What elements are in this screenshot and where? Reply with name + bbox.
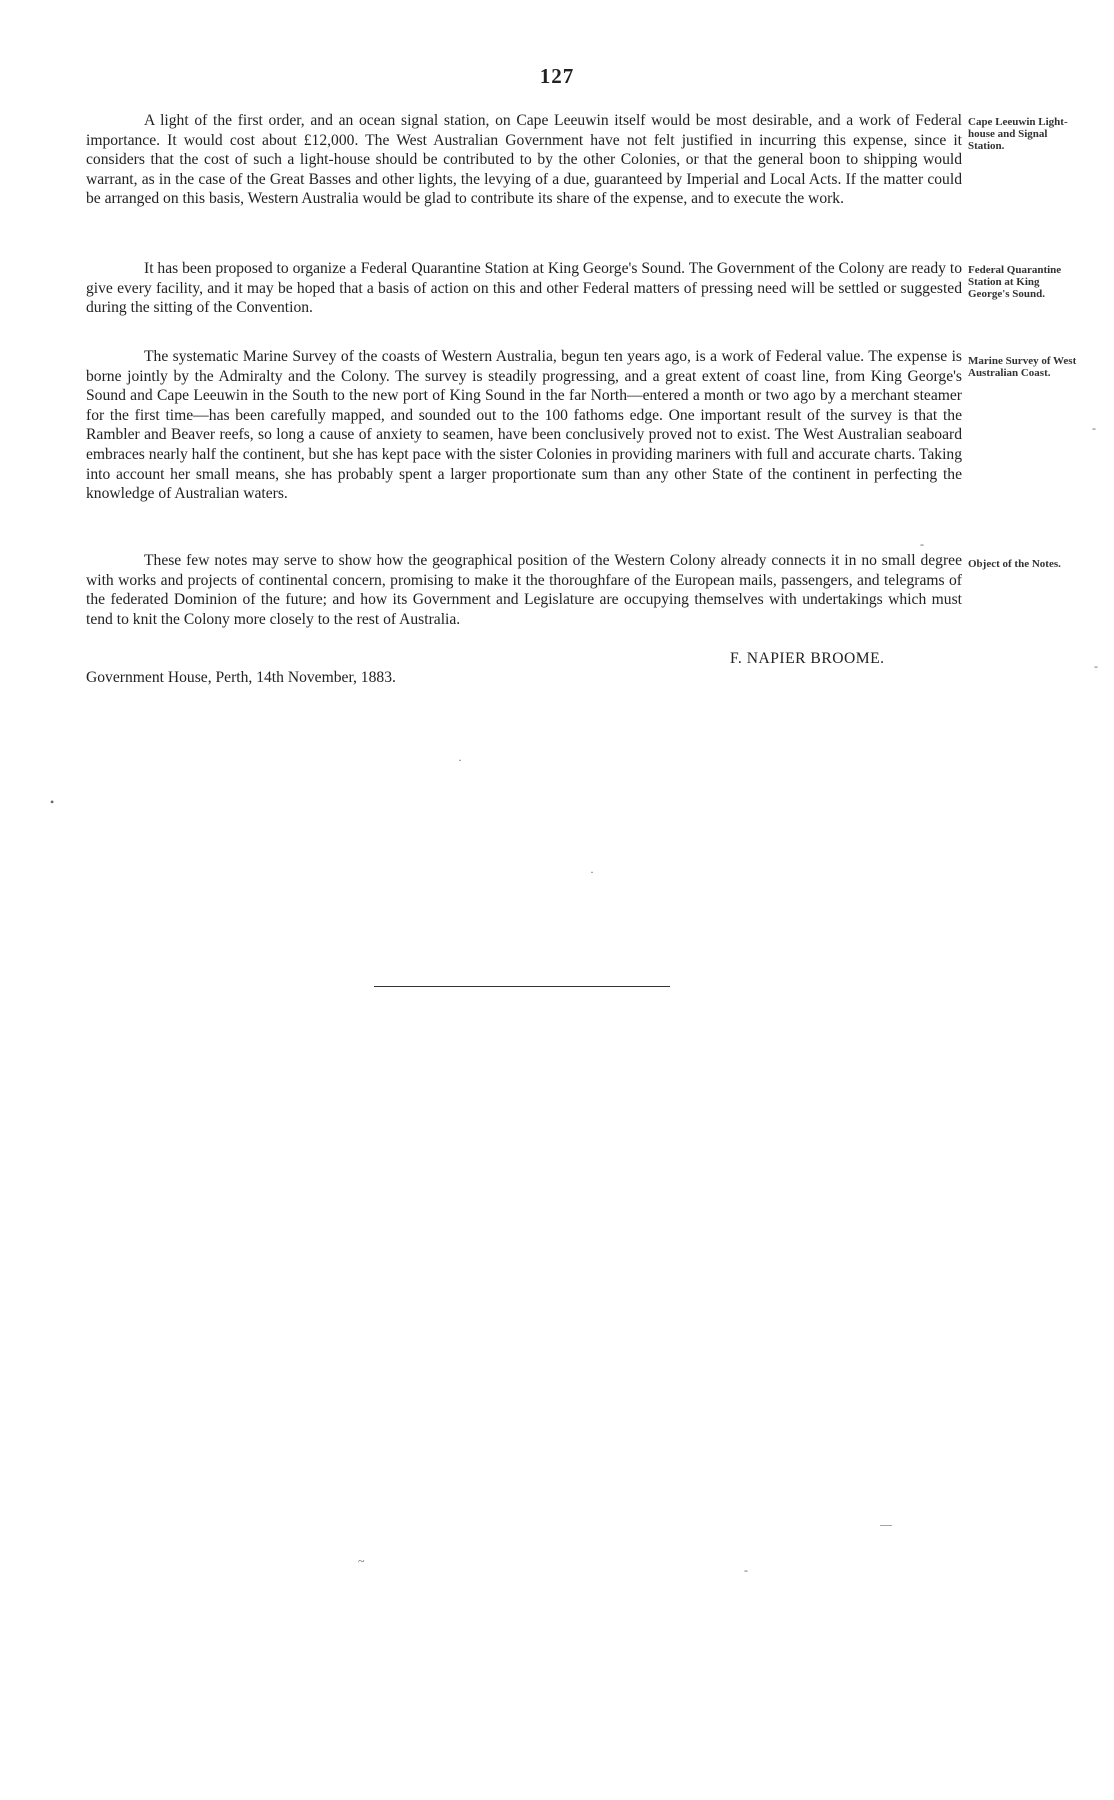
scan-speck: - [744,1563,748,1577]
paragraph-quarantine-station: It has been proposed to organize a Federal Quarantine Station at King George's Sound. The Government of the Colony are ready to give every facility, and it may be hoped that a basis of action on this and other Federal matters of pressing need will be settled or suggested during the sitting of the Convention. [86,260,962,317]
scan-speck: - [1094,659,1098,673]
margin-note-cape-leeuwin: Cape Leeuwin Light-house and Signal Station. [968,116,1068,152]
scan-speck: - [1092,421,1096,435]
paragraph-cape-leeuwin: A light of the first order, and an ocean signal station, on Cape Leeuwin itself would be most desirable, and a work of Federal importance. It would cost about £12,000. The West Australian Government have not felt justified in incurring this expense, since it considers that the cost of such a light-house should be contributed to by the other Colonies, or that the general boon to shipping would warrant, as in the case of the Great Basses and other lights, the levying of a due, guaranteed by Imperial and Local Acts. If the matter could be arranged on this basis, Western Australia would be glad to contribute its share of the expense, and to execute the work. [86,112,962,208]
scan-speck: ~ [358,1554,365,1568]
scan-speck: · [458,753,462,767]
paragraph-object-of-notes: These few notes may serve to show how the geographical position of the Western Colony already connects it in no small degree with works and projects of continental concern, promising to make it the thoroughfare of the European mails, passengers, and telegrams of the federated Dominion of the future; and how its Government and Legislature are occupying themselves with undertakings which must tend to knit the Colony more closely to the rest of Australia. [86,552,962,628]
scan-speck: — [880,1517,892,1531]
paragraph-marine-survey: The systematic Marine Survey of the coasts of Western Australia, begun ten years ago, is a work of Federal value. The expense is borne jointly by the Admiralty and the Colony. The survey is steadily progressing, and a great extent of coast line, from King George's Sound and Cape Leeuwin in the South to the new port of King Sound in the far North—entered a month or two ago by a merchant steamer for the first time—has been carefully mapped, and sounded out to the 100 fathoms edge. One important result of the survey is that the Rambler and Beaver reefs, so long a cause of anxiety to seamen, have been conclusively proved not to exist. The West Australian seaboard embraces nearly half the continent, but she has kept pace with the sister Colonies in providing mariners with full and accurate charts. Taking into account her small means, she has probably spent a larger proportionate sum than any other State of the continent in perfecting the knowledge of Australian waters. [86,348,962,503]
scan-speck: • [50,795,55,809]
margin-note-marine-survey: Marine Survey of West Australian Coast. [968,355,1077,379]
signature: F. NAPIER BROOME. [730,650,885,667]
place-date: Government House, Perth, 14th November, 1883. [86,669,396,686]
margin-note-quarantine-station: Federal Quarantine Station at King George's Sound. [968,264,1062,300]
margin-note-object-of-notes: Object of the Notes. [968,558,1061,570]
scan-speck: · [590,865,594,879]
page-number: 127 [539,64,575,88]
scan-speck: - [920,537,924,551]
horizontal-rule [374,986,670,987]
